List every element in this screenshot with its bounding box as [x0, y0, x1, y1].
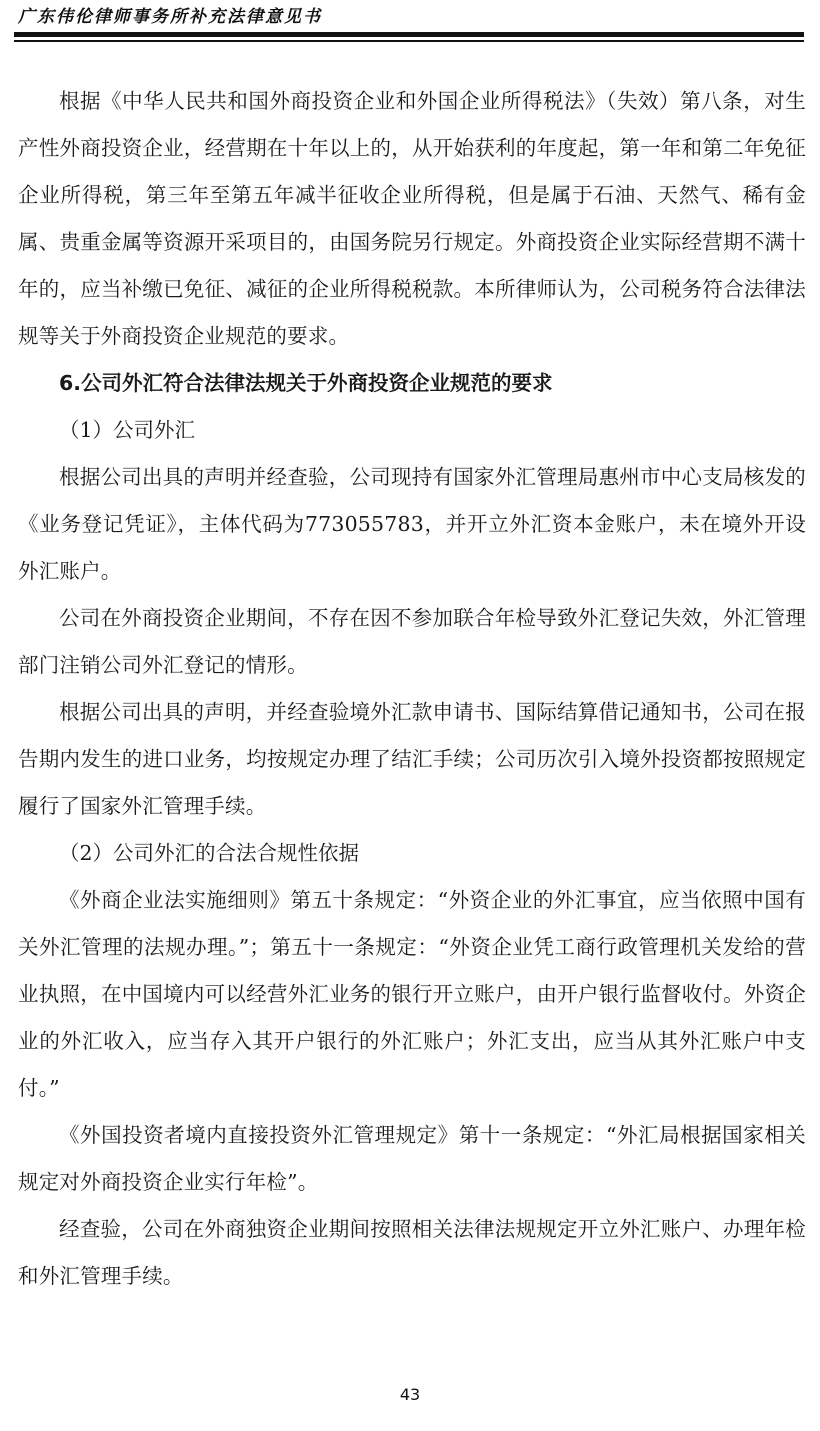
subsection-heading-2: （2）公司外汇的合法合规性依据 — [59, 841, 360, 865]
paragraph-law-article-50-51: 《外商企业法实施细则》第五十条规定：“外资企业的外汇事宜，应当依照中国有关外汇管理的法规办理。”；第五十一条规定：“外资企业凭工商行政管理机关发给的营业执照，在中国境内可以经营外汇业务的银行开立账户，由开户银行监督收付。外资企业的外汇收入，应当存入其开户银行的外汇账户；外汇支出，应当从其外汇账户中支付。” — [18, 888, 806, 1100]
paragraph-conclusion: 经查验，公司在外商独资企业期间按照相关法律法规规定开立外汇账户、办理年检和外汇管理手续。 — [18, 1217, 806, 1288]
paragraph-fx-settlement: 根据公司出具的声明，并经查验境外汇款申请书、国际结算借记通知书，公司在报告期内发生的进口业务，均按规定办理了结汇手续；公司历次引入境外投资都按照规定履行了国家外汇管理手续。 — [18, 700, 806, 818]
document-body — [18, 78, 806, 1300]
section-heading-6: 6.公司外汇符合法律法规关于外商投资企业规范的要求 — [59, 371, 553, 395]
header-title: 广东伟伦律师事务所补充法律意见书 — [18, 7, 322, 27]
subsection-heading-1: （1）公司外汇 — [59, 418, 196, 442]
paragraph-law-article-11: 《外国投资者境内直接投资外汇管理规定》第十一条规定：“外汇局根据国家相关规定对外商投资企业实行年检”。 — [18, 1123, 806, 1194]
paragraph-tax-law: 根据《中华人民共和国外商投资企业和外国企业所得税法》（失效）第八条，对生产性外商投资企业，经营期在十年以上的，从开始获利的年度起，第一年和第二年免征企业所得税，第三年至第五年减半征收企业所得税，但是属于石油、天然气、稀有金属、贵重金属等资源开采项目的，由国务院另行规定。外商投资企业实际经营期不满十年的，应当补缴已免征、减征的企业所得税税款。本所律师认为，公司税务符合法律法规等关于外商投资企业规范的要求。 — [18, 89, 806, 348]
page-number: 43 — [399, 1385, 421, 1404]
page-header — [18, 6, 804, 28]
header-rule-thick — [14, 32, 804, 37]
paragraph-fx-annual-inspection: 公司在外商投资企业期间，不存在因不参加联合年检导致外汇登记失效，外汇管理部门注销公司外汇登记的情形。 — [18, 606, 806, 677]
paragraph-fx-registration: 根据公司出具的声明并经查验，公司现持有国家外汇管理局惠州市中心支局核发的《业务登记凭证》，主体代码为773055783，并开立外汇资本金账户，未在境外开设外汇账户。 — [18, 465, 806, 583]
header-rule-thin — [14, 40, 804, 42]
